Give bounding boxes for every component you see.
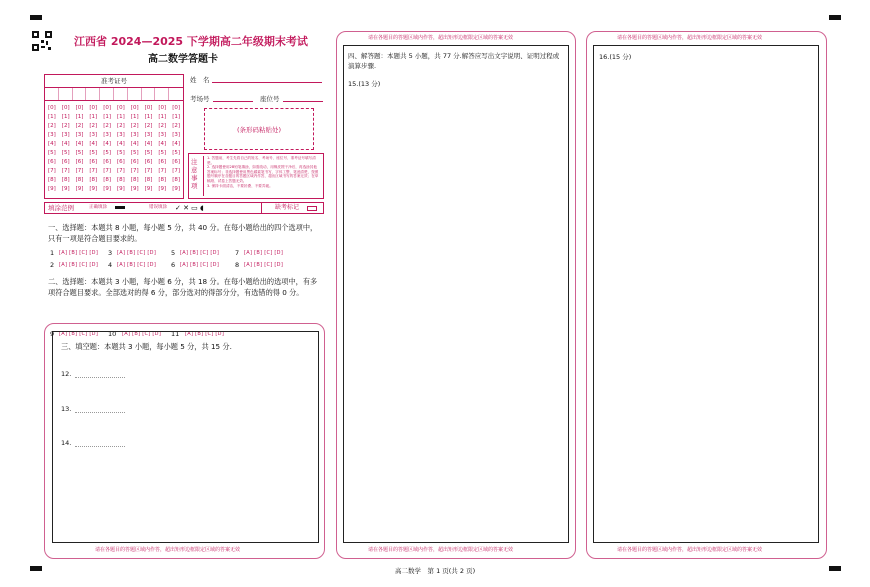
digit-bubble[interactable]: [1] <box>130 114 139 120</box>
digit-bubble[interactable]: [6] <box>158 159 167 165</box>
fill-blank-line[interactable] <box>75 446 125 447</box>
fill-blank-line[interactable] <box>75 412 125 413</box>
digit-bubble[interactable]: [2] <box>61 123 70 129</box>
digit-bubble[interactable]: [7] <box>75 168 84 174</box>
digit-bubble[interactable]: [3] <box>103 132 111 138</box>
digit-bubble[interactable]: [8] <box>117 177 125 183</box>
missing-mark-label: 缺考标记 <box>275 204 300 211</box>
q16-label: 16.(15 分) <box>599 53 632 61</box>
digit-bubble[interactable]: [3] <box>144 132 153 138</box>
notes-item: 1. 答题前，考生先将自己的姓名、考场号、座位号、准考证号填写清楚。 <box>207 156 316 165</box>
boundary-warning: 请在各题目的答题区域内作答，超出矩形边框限定区域的答案无效 <box>368 547 514 553</box>
digit-bubble[interactable]: [0] <box>172 105 180 111</box>
digit-bubble[interactable]: [3] <box>75 132 84 138</box>
digit-bubble[interactable]: [0] <box>117 105 125 111</box>
digit-bubble[interactable]: [7] <box>117 168 125 174</box>
answer-bubbles[interactable]: [A] [B] [C] [D] <box>117 262 157 268</box>
correct-fill-label: 正确填涂 <box>89 205 107 210</box>
digit-bubble[interactable]: [3] <box>117 132 125 138</box>
digit-bubble[interactable]: [4] <box>48 141 56 147</box>
notes-label: 注意事项 <box>191 158 198 190</box>
section1-title: 一、选择题：本题共 8 小题，每小题 5 分，共 40 分。在每小题给出的四个选项中，只有一项是符合题目要求的。 <box>48 223 318 243</box>
notes-box <box>188 153 324 199</box>
registration-mark <box>30 566 42 571</box>
digit-bubble[interactable]: [4] <box>117 141 125 147</box>
digit-bubble[interactable]: [3] <box>130 132 139 138</box>
digit-bubble[interactable]: [3] <box>158 132 167 138</box>
digit-bubble[interactable]: [2] <box>103 123 111 129</box>
digit-bubble[interactable]: [5] <box>144 150 153 156</box>
digit-bubble[interactable]: [9] <box>130 186 139 192</box>
exam-id-box <box>44 74 184 199</box>
digit-bubble[interactable]: [7] <box>172 168 180 174</box>
section3-title: 三、填空题：本题共 3 小题，每小题 5 分，共 15 分. <box>61 342 232 351</box>
fill-example-label: 填涂范例 <box>48 204 74 212</box>
answer-bubbles[interactable]: [A] [B] [C] [D] <box>59 331 99 337</box>
digit-bubble[interactable]: [9] <box>158 186 167 192</box>
boundary-warning: 请在各题目的答题区域内作答，超出矩形边框限定区域的答案无效 <box>617 35 763 41</box>
digit-bubble[interactable]: [4] <box>75 141 84 147</box>
digit-bubble[interactable]: [8] <box>103 177 111 183</box>
question-number: 11 <box>171 330 180 338</box>
digit-bubble[interactable]: [9] <box>61 186 70 192</box>
qr-code-icon <box>32 31 52 51</box>
digit-bubble[interactable]: [3] <box>61 132 70 138</box>
digit-bubble[interactable]: [0] <box>89 105 98 111</box>
digit-bubble[interactable]: [9] <box>144 186 153 192</box>
question-number: 5 <box>171 249 176 257</box>
digit-bubble[interactable]: [1] <box>48 114 56 120</box>
digit-bubble[interactable]: [6] <box>89 159 98 165</box>
digit-bubble[interactable]: [1] <box>89 114 98 120</box>
digit-bubble[interactable]: [8] <box>75 177 84 183</box>
answer-bubbles[interactable]: [A] [B] [C] [D] <box>244 250 284 256</box>
question-number: 6 <box>171 261 176 269</box>
fill-example-bar <box>44 202 324 214</box>
digit-bubble[interactable]: [1] <box>103 114 111 120</box>
boundary-warning: 请在各题目的答题区域内作答，超出矩形边框限定区域的答案无效 <box>95 547 241 553</box>
answer-bubbles[interactable]: [A] [B] [C] [D] <box>185 331 225 337</box>
digit-bubble[interactable]: [8] <box>61 177 70 183</box>
digit-bubble[interactable]: [7] <box>103 168 111 174</box>
digit-bubble[interactable]: [1] <box>61 114 70 120</box>
digit-bubble[interactable]: [4] <box>130 141 139 147</box>
digit-bubble[interactable]: [9] <box>48 186 56 192</box>
digit-bubble[interactable]: [0] <box>144 105 153 111</box>
wrong-fill-label: 错误填涂 <box>149 205 167 210</box>
digit-bubble[interactable]: [2] <box>172 123 180 129</box>
digit-bubble[interactable]: [1] <box>75 114 84 120</box>
choice-row <box>50 261 320 271</box>
question-number: 4 <box>108 261 113 269</box>
digit-bubble[interactable]: [8] <box>172 177 180 183</box>
divider <box>261 203 262 213</box>
digit-bubble[interactable]: [7] <box>89 168 98 174</box>
digit-bubble[interactable]: [6] <box>172 159 180 165</box>
digit-bubble[interactable]: [2] <box>117 123 125 129</box>
digit-bubble[interactable]: [5] <box>130 150 139 156</box>
digit-bubble[interactable]: [6] <box>117 159 125 165</box>
digit-bubble[interactable]: [0] <box>48 105 56 111</box>
digit-bubble[interactable]: [2] <box>144 123 153 129</box>
digit-bubble[interactable]: [5] <box>103 150 111 156</box>
section2-title: 二、选择题：本题共 3 小题，每小题 6 分，共 18 分。在每小题给出的选项中，有多项符合题目要求。全部选对的得 6 分，部分选对的得部分分，有选错的得 0 分。 <box>48 277 318 297</box>
digit-bubble[interactable]: [5] <box>172 150 180 156</box>
digit-bubble[interactable]: [5] <box>75 150 84 156</box>
digit-bubble[interactable]: [6] <box>130 159 139 165</box>
question-number: 3 <box>108 249 113 257</box>
digit-bubble[interactable]: [1] <box>117 114 125 120</box>
registration-mark <box>829 566 841 571</box>
digit-bubble[interactable]: [7] <box>158 168 167 174</box>
exam-id-digit-grid[interactable] <box>45 101 183 194</box>
digit-bubble[interactable]: [6] <box>103 159 111 165</box>
wrong-fill-samples: ✓ ✕ ▭ ◖ <box>175 204 204 212</box>
question-number: 7 <box>235 249 240 257</box>
q15-label: 15.(13 分) <box>348 80 381 88</box>
digit-bubble[interactable]: [0] <box>61 105 70 111</box>
barcode-area <box>204 108 314 150</box>
answer-bubbles[interactable]: [A] [B] [C] [D] <box>122 331 162 337</box>
digit-bubble[interactable]: [3] <box>89 132 98 138</box>
digit-bubble[interactable]: [7] <box>48 168 56 174</box>
digit-bubble[interactable]: [1] <box>144 114 153 120</box>
digit-bubble[interactable]: [0] <box>130 105 139 111</box>
answer-bubbles[interactable]: [A] [B] [C] [D] <box>117 250 157 256</box>
notes-item: 3. 保持卡面清洁，不要折叠、不要弄破。 <box>207 183 273 188</box>
digit-bubble[interactable]: [6] <box>48 159 56 165</box>
exam-id-input-row[interactable] <box>45 88 183 101</box>
section4-title: 四、解答题：本题共 5 小题，共 77 分.解答应写出文字说明、证明过程或演算步骤. <box>348 52 560 70</box>
digit-bubble[interactable]: [0] <box>103 105 111 111</box>
answer-bubbles[interactable]: [A] [B] [C] [D] <box>180 250 220 256</box>
digit-bubble[interactable]: [1] <box>172 114 180 120</box>
card-subtitle: 高二数学答题卡 <box>148 54 218 65</box>
exam-title: 江西省 2024—2025 下学期高二年级期末考试 <box>74 35 308 48</box>
digit-bubble[interactable]: [0] <box>158 105 167 111</box>
digit-bubble[interactable]: [7] <box>130 168 139 174</box>
seat-label: 座位号 <box>260 95 280 103</box>
digit-bubble[interactable]: [8] <box>144 177 153 183</box>
digit-bubble[interactable]: [5] <box>48 150 56 156</box>
digit-bubble[interactable]: [4] <box>172 141 180 147</box>
fill-blank-number: 12. <box>61 370 72 378</box>
digit-bubble[interactable]: [5] <box>117 150 125 156</box>
fill-blank-number: 14. <box>61 439 72 447</box>
digit-bubble[interactable]: [5] <box>158 150 167 156</box>
choice-row <box>50 249 320 259</box>
digit-bubble[interactable]: [4] <box>103 141 111 147</box>
digit-bubble[interactable]: [3] <box>48 132 56 138</box>
fill-blank-line[interactable] <box>75 377 125 378</box>
digit-bubble[interactable]: [8] <box>48 177 56 183</box>
digit-bubble[interactable]: [9] <box>89 186 98 192</box>
digit-bubble[interactable]: [4] <box>158 141 167 147</box>
digit-bubble[interactable]: [3] <box>172 132 180 138</box>
answer-bubbles[interactable]: [A] [B] [C] [D] <box>59 262 99 268</box>
digit-bubble[interactable]: [4] <box>61 141 70 147</box>
name-line[interactable] <box>212 82 322 83</box>
digit-bubble[interactable]: [6] <box>75 159 84 165</box>
registration-mark <box>30 15 42 20</box>
digit-bubble[interactable]: [2] <box>89 123 98 129</box>
digit-bubble[interactable]: [7] <box>61 168 70 174</box>
page-footer: 高二数学 第 1 页(共 2 页) <box>395 567 476 575</box>
digit-bubble[interactable]: [5] <box>61 150 70 156</box>
seat-line[interactable] <box>283 101 323 102</box>
digit-bubble[interactable]: [2] <box>158 123 167 129</box>
digit-bubble[interactable]: [9] <box>75 186 84 192</box>
digit-bubble[interactable]: [2] <box>48 123 56 129</box>
question-number: 1 <box>50 249 55 257</box>
digit-bubble[interactable]: [9] <box>117 186 125 192</box>
digit-bubble[interactable]: [6] <box>61 159 70 165</box>
answer-bubbles[interactable]: [A] [B] [C] [D] <box>244 262 284 268</box>
digit-bubble[interactable]: [8] <box>158 177 167 183</box>
digit-bubble[interactable]: [5] <box>89 150 98 156</box>
section3-answer-area[interactable] <box>52 331 319 543</box>
answer-bubbles[interactable]: [A] [B] [C] [D] <box>180 262 220 268</box>
registration-mark <box>829 15 841 20</box>
digit-bubble[interactable]: [2] <box>75 123 84 129</box>
room-label: 考场号 <box>190 95 210 103</box>
digit-bubble[interactable]: [7] <box>144 168 153 174</box>
digit-bubble[interactable]: [4] <box>144 141 153 147</box>
digit-bubble[interactable]: [8] <box>130 177 139 183</box>
digit-bubble[interactable]: [2] <box>130 123 139 129</box>
question-number: 10 <box>108 330 117 338</box>
exam-id-label: 准考证号 <box>45 75 183 88</box>
digit-bubble[interactable]: [4] <box>89 141 98 147</box>
room-line[interactable] <box>213 101 253 102</box>
digit-bubble[interactable]: [0] <box>75 105 84 111</box>
answer-bubbles[interactable]: [A] [B] [C] [D] <box>59 250 99 256</box>
correct-fill-sample <box>115 206 125 209</box>
digit-bubble[interactable]: [1] <box>158 114 167 120</box>
digit-bubble[interactable]: [6] <box>144 159 153 165</box>
question-number: 8 <box>235 261 240 269</box>
digit-bubble[interactable]: [9] <box>172 186 180 192</box>
missing-mark-box[interactable] <box>307 206 317 211</box>
boundary-warning: 请在各题目的答题区域内作答，超出矩形边框限定区域的答案无效 <box>368 35 514 41</box>
q15-answer-area[interactable] <box>343 45 569 543</box>
q16-answer-area[interactable] <box>593 45 819 543</box>
name-label: 姓 名 <box>190 76 210 84</box>
question-number: 2 <box>50 261 55 269</box>
digit-bubble[interactable]: [8] <box>89 177 98 183</box>
notes-item: 2. 选择题使用2B铅笔填涂，如需改动，用橡皮擦干净后，再选涂其他答案标号；非选择题使用黑色碳素笔书写，字体工整、笔迹清楚，按照题号顺序在各题目的答题区域内作答，超出区域书写的答案无效；在草稿纸、试卷上答题无效。 <box>207 165 319 183</box>
digit-bubble[interactable]: [9] <box>103 186 111 192</box>
question-number: 9 <box>50 330 55 338</box>
fill-blank-number: 13. <box>61 405 72 413</box>
boundary-warning: 请在各题目的答题区域内作答，超出矩形边框限定区域的答案无效 <box>617 547 763 553</box>
barcode-label: (条形码粘贴处) <box>236 125 282 134</box>
